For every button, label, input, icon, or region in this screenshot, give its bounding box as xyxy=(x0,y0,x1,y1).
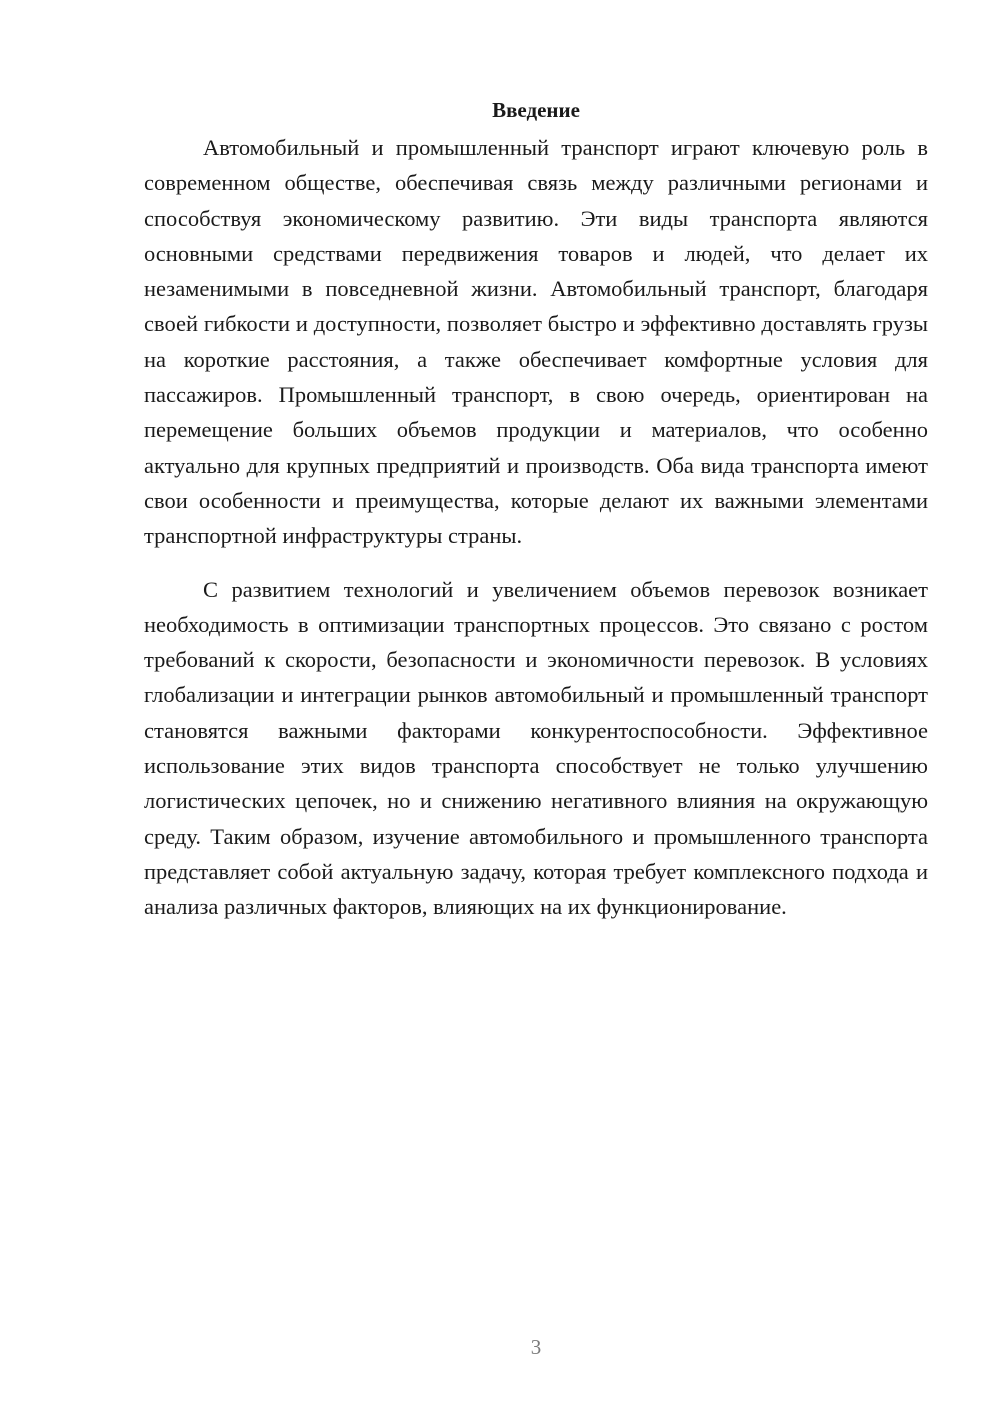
paragraph-development: С развитием технологий и увеличением объемов перевозок возникает необходимость в оптимизации транспортных процессов. Это связано с ростом требований к скорости, безопасности и экономичности перевозок. В условиях глобализации и интеграции рынков автомобильный и промышленный транспорт становятся важными факторами конкурентоспособности. Эффективное использование этих видов транспорта способствует не только улучшению логистических цепочек, но и снижению негативного влияния на окружающую среду. Таким образом, изучение автомобильного и промышленного транспорта представляет собой актуальную задачу, которая требует комплексного подхода и анализа различных факторов, влияющих на их функционирование. xyxy=(144,576,928,920)
page-content xyxy=(144,92,928,925)
page-number: 3 xyxy=(530,1335,542,1359)
section-heading: Введение xyxy=(492,98,580,122)
paragraph-intro: Автомобильный и промышленный транспорт играют ключевую роль в современном обществе, обеспечивая связь между различными регионами и способствуя экономическому развитию. Эти виды транспорта являются основными средствами передвижения товаров и людей, что делает их незаменимыми в повседневной жизни. Автомобильный транспорт, благодаря своей гибкости и доступности, позволяет быстро и эффективно доставлять грузы на короткие расстояния, а также обеспечивает комфортные условия для пассажиров. Промышленный транспорт, в свою очередь, ориентирован на перемещение больших объемов продукции и материалов, что особенно актуально для крупных предприятий и производств. Оба вида транспорта имеют свои особенности и преимущества, которые делают их важными элементами транспортной инфраструктуры страны. xyxy=(144,135,928,549)
